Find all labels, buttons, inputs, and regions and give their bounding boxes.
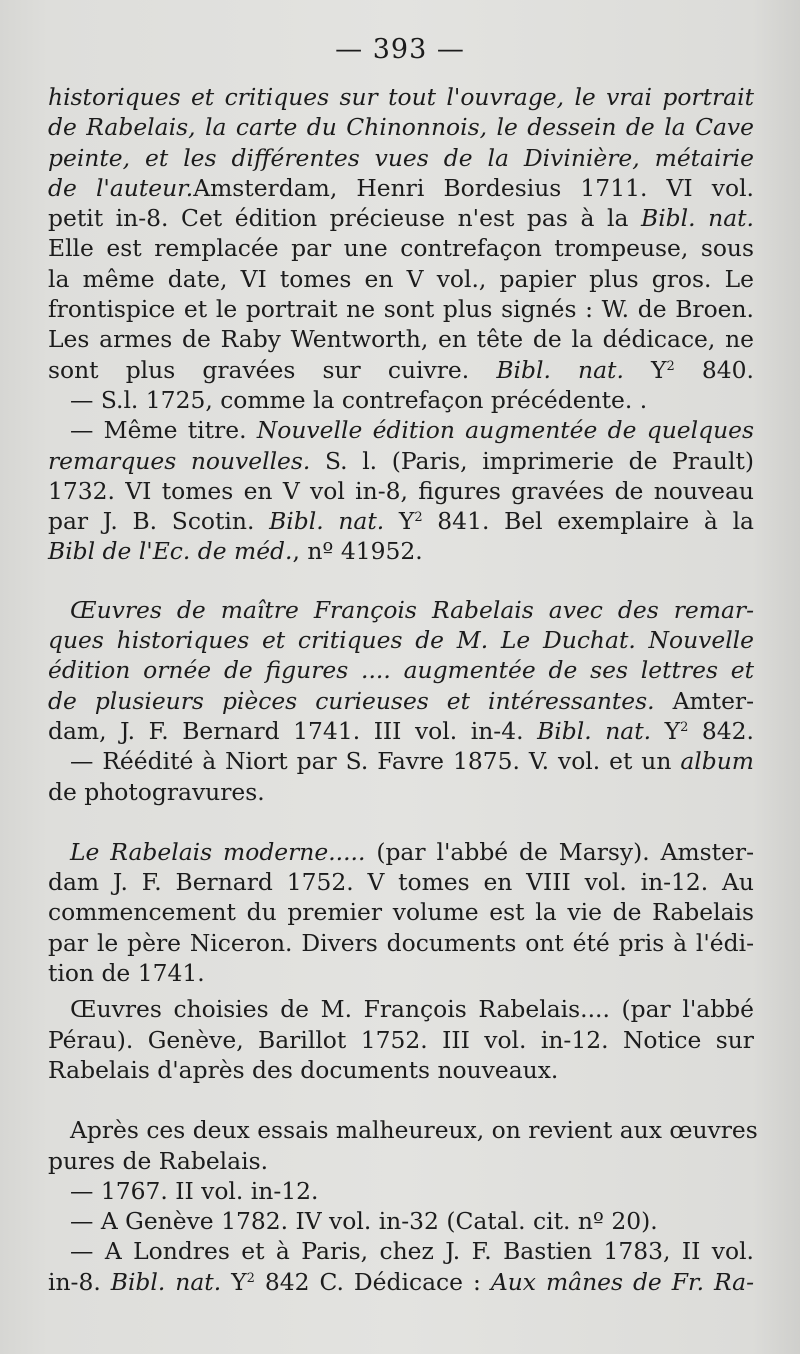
text-run: — 1767. II vol. in-12. bbox=[70, 1176, 319, 1205]
italic-text: Bibl de l'Ec. de méd. bbox=[48, 537, 293, 566]
text-line bbox=[48, 686, 754, 716]
text-line bbox=[48, 1176, 754, 1206]
superscript: 2 bbox=[414, 510, 423, 526]
text-run: tion de 1741. bbox=[48, 959, 205, 988]
text-line bbox=[48, 1146, 754, 1176]
text-run: Pérau). Genève, Barillot 1752. III vol. in-12. Notice sur bbox=[48, 1025, 754, 1054]
text-line bbox=[48, 867, 754, 897]
text-line bbox=[48, 1206, 754, 1236]
paragraph bbox=[48, 595, 754, 807]
text-line bbox=[48, 355, 754, 385]
text-run: (par l'abbé de Marsy). Amster- bbox=[365, 837, 754, 866]
italic-text: Bibl. nat. bbox=[496, 355, 624, 384]
text-run: de photogravures. bbox=[48, 777, 265, 806]
italic-text: Bibl. nat. bbox=[269, 507, 385, 536]
italic-text: Bibl. nat. bbox=[110, 1267, 222, 1296]
page-number: — 393 — bbox=[335, 34, 465, 65]
text-run: petit in-8. Cet édition précieuse n'est pas à la bbox=[48, 204, 641, 233]
text-line bbox=[48, 476, 754, 506]
text-run: Après ces deux essais malheureux, on revient aux œuvres bbox=[70, 1116, 758, 1145]
text-line bbox=[48, 928, 754, 958]
italic-text: peinte, et les différentes vues de la Divinière, métairie bbox=[48, 143, 754, 172]
text-run: — Même titre. bbox=[70, 416, 257, 445]
text-line bbox=[48, 385, 754, 415]
italic-text: Nouvelle édition augmentée de quelques bbox=[256, 416, 754, 445]
italic-text: Œuvres de maître François Rabelais avec des remar- bbox=[70, 595, 754, 624]
italic-text: historiques et critiques sur tout l'ouvrage, le vrai portrait bbox=[48, 83, 754, 111]
text-line bbox=[48, 958, 754, 988]
text-line bbox=[48, 897, 754, 927]
text-line bbox=[48, 143, 754, 173]
text-line bbox=[48, 837, 754, 867]
text-run: Y bbox=[623, 355, 667, 384]
text-run: Rabelais d'après des documents nouveaux. bbox=[48, 1055, 559, 1084]
paragraph-gap bbox=[48, 1085, 754, 1115]
italic-text: ques historiques et critiques de M. Le Duchat. Nouvelle bbox=[48, 626, 754, 655]
text-line bbox=[48, 82, 754, 112]
text-run: Y bbox=[651, 716, 681, 745]
italic-text: album bbox=[680, 747, 754, 776]
text-run: Les armes de Raby Wentworth, en tête de la dédicace, ne bbox=[48, 325, 754, 354]
italic-text: Le Rabelais moderne..... bbox=[70, 837, 366, 866]
paragraph bbox=[48, 1115, 758, 1297]
text-run: in-8. bbox=[48, 1267, 111, 1296]
paragraph bbox=[48, 837, 754, 988]
text-line bbox=[48, 294, 754, 324]
text-line bbox=[48, 1267, 754, 1297]
text-line bbox=[48, 716, 754, 746]
text-line bbox=[48, 446, 754, 476]
text-run: dam, J. F. Bernard 1741. III vol. in-4. bbox=[48, 716, 538, 745]
text-line bbox=[48, 595, 754, 625]
italic-text: Bibl. nat. bbox=[537, 716, 652, 745]
text-run: Amsterdam, Henri Bordesius 1711. VI vol. bbox=[193, 173, 754, 202]
italic-text: Bibl. nat. bbox=[641, 204, 754, 233]
text-run: Y bbox=[221, 1267, 247, 1296]
paragraph bbox=[48, 994, 754, 1085]
text-run: — S.l. 1725, comme la contrefaçon précédente. . bbox=[70, 385, 648, 414]
text-run: pures de Rabelais. bbox=[48, 1146, 269, 1175]
text-line bbox=[48, 625, 754, 655]
text-run: S. l. (Paris, imprimerie de Prault) bbox=[310, 446, 754, 475]
text-run: , nº 41952. bbox=[292, 537, 423, 566]
text-line bbox=[48, 746, 754, 776]
text-line bbox=[48, 1236, 754, 1266]
text-line bbox=[48, 1115, 758, 1145]
text-line bbox=[48, 324, 754, 354]
text-line bbox=[48, 233, 754, 263]
text-run: — Réédité à Niort par S. Favre 1875. V. vol. et un bbox=[70, 747, 681, 776]
text-run: 840. bbox=[674, 355, 754, 384]
text-run: par J. B. Scotin. bbox=[48, 507, 270, 536]
text-line bbox=[48, 777, 754, 807]
italic-text: de Rabelais, la carte du Chinonnois, le dessein de la Cave bbox=[48, 113, 754, 142]
italic-text: de l'auteur. bbox=[48, 173, 194, 202]
text-line bbox=[48, 1055, 754, 1085]
text-run: 1732. VI tomes en V vol in-8, figures gravées de nouveau bbox=[48, 476, 754, 505]
text-run: Amter- bbox=[654, 686, 754, 715]
text-line bbox=[48, 1025, 754, 1055]
superscript: 2 bbox=[246, 1270, 255, 1286]
text-run: frontispice et le portrait ne sont plus signés : W. de Broen. bbox=[48, 295, 754, 324]
text-run: Œuvres choisies de M. François Rabelais.... (par l'abbé bbox=[70, 995, 754, 1024]
text-line bbox=[48, 173, 754, 203]
text-run: dam J. F. Bernard 1752. V tomes en VIII vol. in-12. Au bbox=[48, 868, 754, 897]
superscript: 2 bbox=[680, 719, 689, 735]
text-run: Elle est remplacée par une contrefaçon trompeuse, sous bbox=[48, 234, 754, 263]
text-run: par le père Niceron. Divers documents ont été pris à l'édi- bbox=[48, 928, 754, 957]
text-run: 842. bbox=[688, 716, 754, 745]
text-run: commencement du premier volume est la vie de Rabelais bbox=[48, 898, 754, 927]
text-run: — A Londres et à Paris, chez J. F. Bastien 1783, II vol. bbox=[70, 1237, 754, 1266]
text-run: 842 C. Dédicace : bbox=[254, 1267, 491, 1296]
paragraph-gap bbox=[48, 807, 754, 837]
text-run: Y bbox=[384, 507, 415, 536]
text-line bbox=[48, 655, 754, 685]
italic-text: de plusieurs pièces curieuses et intéressantes. bbox=[48, 686, 655, 715]
text-line bbox=[48, 415, 754, 445]
text-run: — A Genève 1782. IV vol. in-32 (Catal. cit. nº 20). bbox=[70, 1207, 658, 1236]
text-line bbox=[48, 536, 754, 566]
text-run: la même date, VI tomes en V vol., papier plus gros. Le bbox=[48, 264, 754, 293]
superscript: 2 bbox=[666, 358, 675, 374]
text-line bbox=[48, 264, 754, 294]
text-line bbox=[48, 112, 754, 142]
italic-text: édition ornée de figures .... augmentée de ses lettres et bbox=[48, 656, 754, 685]
text-run: 841. Bel exemplaire à la bbox=[422, 507, 754, 536]
body-text bbox=[48, 82, 758, 1297]
italic-text: Aux mânes de Fr. Ra- bbox=[490, 1267, 754, 1296]
text-line bbox=[48, 994, 754, 1024]
text-line bbox=[48, 506, 754, 536]
text-run: sont plus gravées sur cuivre. bbox=[48, 355, 497, 384]
paragraph-gap bbox=[48, 567, 754, 595]
text-line bbox=[48, 203, 754, 233]
italic-text: remarques nouvelles. bbox=[48, 446, 311, 475]
paragraph bbox=[48, 82, 754, 567]
